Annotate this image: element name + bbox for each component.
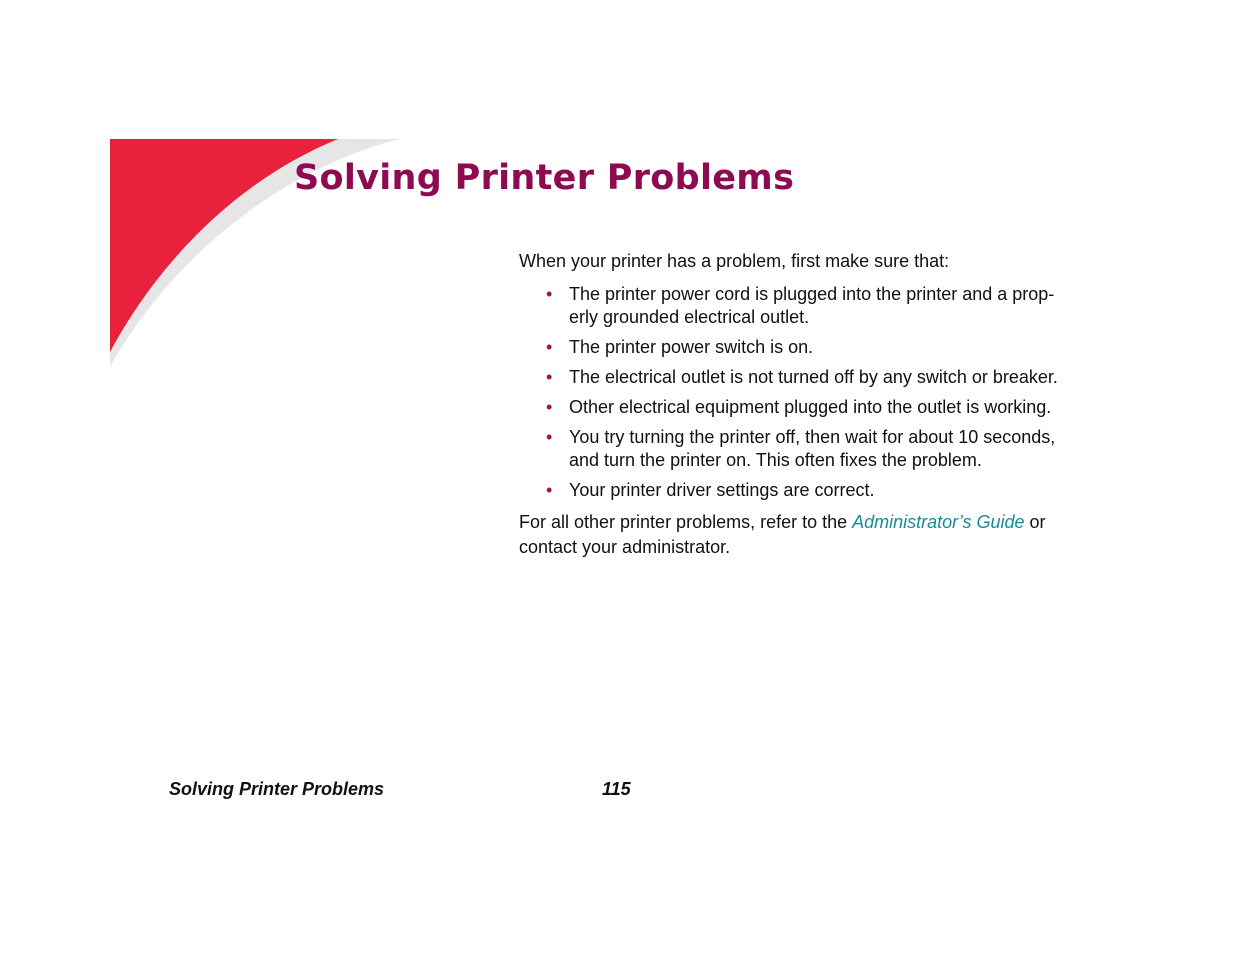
list-item	[519, 426, 1099, 472]
list-item-text: The printer power switch is on.	[569, 337, 814, 357]
list-item	[519, 479, 1099, 502]
bullet-icon: •	[546, 367, 553, 387]
list-item-text: You try turning the printer off, then wait for about 10 seconds, and turn the printer on. This often fixes the problem.	[569, 427, 1056, 470]
list-item	[519, 366, 1099, 389]
closing-text-start: For all other printer problems, refer to the	[519, 512, 853, 532]
list-item-text: The printer power cord is plugged into the printer and a prop- erly grounded electrical outlet.	[569, 284, 1055, 327]
body-text	[519, 250, 1099, 560]
closing-text-end: or contact your administrator.	[519, 512, 1046, 557]
closing-paragraph	[519, 510, 1099, 560]
list-item	[519, 283, 1099, 329]
bullet-icon: •	[546, 480, 553, 500]
list-item-text: Your printer driver settings are correct.	[569, 480, 875, 500]
bullet-icon: •	[546, 397, 553, 417]
bullet-icon: •	[546, 337, 553, 357]
bullet-icon: •	[546, 427, 553, 447]
list-item	[519, 396, 1099, 419]
list-item	[519, 336, 1099, 359]
administrators-guide-link[interactable]: Administrator’s Guide	[852, 512, 1025, 532]
bullet-icon: •	[546, 284, 553, 304]
footer-section-title: Solving Printer Problems	[169, 779, 385, 799]
list-item-text: Other electrical equipment plugged into the outlet is working.	[569, 397, 1052, 417]
checklist	[519, 283, 1099, 502]
list-item-text: The electrical outlet is not turned off by any switch or breaker.	[569, 367, 1058, 387]
footer-page-number: 115	[602, 779, 631, 799]
page-title: Solving Printer Problems	[294, 158, 795, 198]
intro-paragraph: When your printer has a problem, first make sure that:	[519, 251, 950, 271]
